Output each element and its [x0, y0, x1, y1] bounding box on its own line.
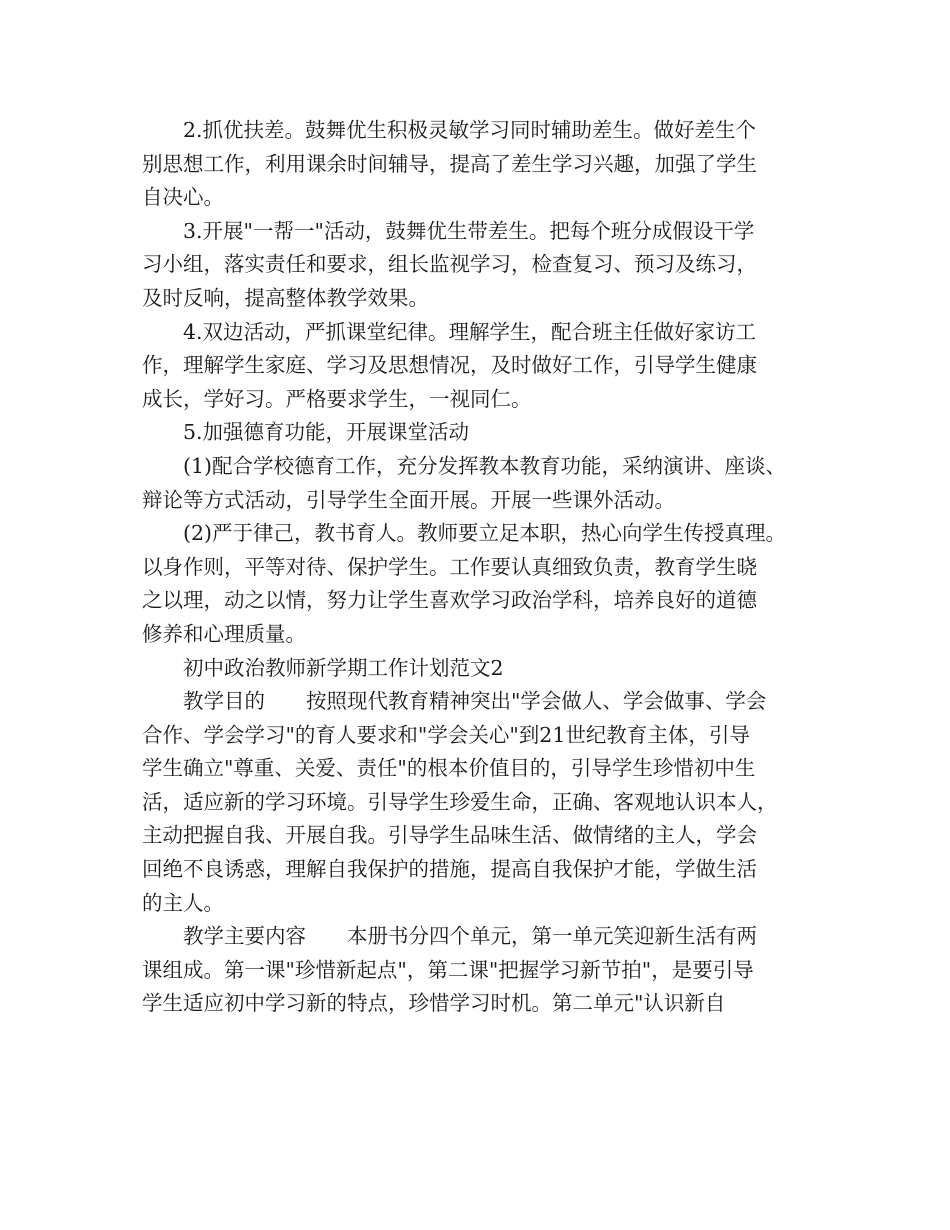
text-line: 之以理，动之以情，努力让学生喜欢学习政治学科，培养良好的道德 [142, 588, 757, 613]
text-line: 5.加强德育功能，开展课堂活动 [183, 420, 470, 445]
text-line: 回绝不良诱惑，理解自我保护的措施，提高自我保护才能，学做生活 [142, 857, 757, 882]
text-line: 3.开展"一帮一"活动，鼓舞优生带差生。把每个班分成假设干学 [183, 218, 755, 243]
text-line: 4.双边活动，严抓课堂纪律。理解学生，配合班主任做好家访工 [183, 319, 757, 344]
text-line: 成长，学好习。严格要求学生，一视同仁。 [142, 386, 532, 411]
text-line: 2.抓优扶差。鼓舞优生积极灵敏学习同时辅助差生。做好差生个 [183, 118, 757, 142]
text-line: 的主人。 [142, 890, 224, 915]
text-line: (1)配合学校德育工作，充分发挥教本教育功能，采纳演讲、座谈、 [183, 453, 787, 478]
text-line: 别思想工作，利用课余时间辅导，提高了差生学习兴趣，加强了学生 [142, 151, 757, 176]
text-line: 以身作则，平等对待、保护学生。工作要认真细致负责，教育学生晓 [142, 554, 757, 579]
text-line: 学生适应初中学习新的特点，珍惜学习时机。第二单元"认识新自 [142, 991, 726, 1016]
text-line: 教学目的 按照现代教育精神突出"学会做人、学会做事、学会 [183, 689, 767, 714]
text-line: 修养和心理质量。 [142, 621, 306, 646]
text-line: 辩论等方式活动，引导学生全面开展。开展一些课外活动。 [142, 487, 675, 512]
text-line: 主动把握自我、开展自我。引导学生品味生活、做情绪的主人，学会 [142, 823, 757, 848]
text-line: 习小组，落实责任和要求，组长监视学习，检查复习、预习及练习， [142, 252, 757, 277]
document-body [142, 114, 822, 1021]
text-line: 及时反响，提高整体教学效果。 [142, 285, 429, 310]
text-line: 活，适应新的学习环境。引导学生珍爱生命，正确、客观地认识本人， [142, 789, 778, 814]
text-line: 学生确立"尊重、关爱、责任"的根本价值目的，引导学生珍惜初中生 [142, 756, 756, 781]
text-line: (2)严于律己，教书育人。教师要立足本职，热心向学生传授真理。 [183, 521, 787, 546]
text-line: 合作、学会学习"的育人要求和"学会关心"到21世纪教育主体，引导 [142, 722, 750, 747]
text-line: 课组成。第一课"珍惜新起点"，第二课"把握学习新节拍"，是要引导 [142, 957, 754, 982]
text-line: 教学主要内容 本册书分四个单元，第一单元笑迎新生活有两 [183, 924, 757, 949]
text-line: 初中政治教师新学期工作计划范文2 [183, 655, 504, 680]
text-line: 作，理解学生家庭、学习及思想情况，及时做好工作，引导学生健康 [142, 353, 757, 378]
text-line: 自决心。 [142, 185, 224, 210]
